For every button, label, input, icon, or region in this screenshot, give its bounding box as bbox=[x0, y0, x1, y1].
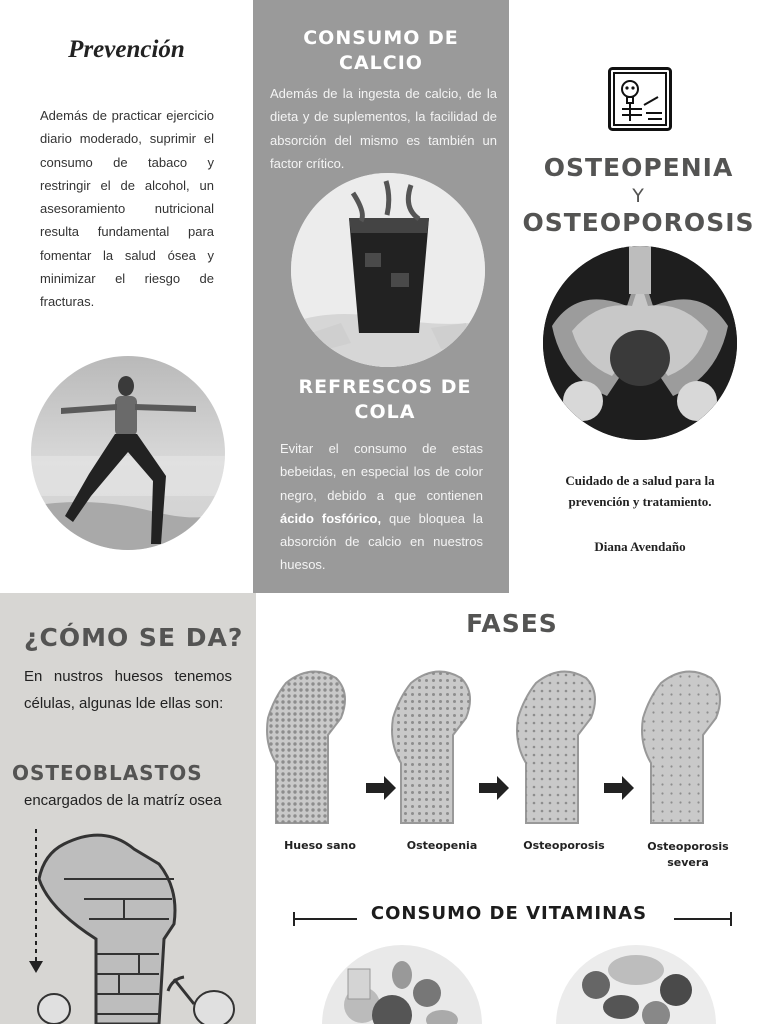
cover-title-line1: OSTEOPENIA bbox=[543, 153, 734, 182]
vitamins-rule-left-cap bbox=[293, 912, 295, 926]
prevencion-panel bbox=[0, 0, 253, 593]
cover-author: Diana Avendaño bbox=[594, 539, 686, 554]
cola-title-line2: COLA bbox=[354, 401, 416, 423]
cover-title-line2: OSTEOPOROSIS bbox=[522, 208, 755, 237]
cola-body bbox=[280, 437, 483, 577]
cola-glass-photo bbox=[291, 173, 485, 367]
vitamin-foods-photo-1 bbox=[322, 945, 482, 1024]
fases-panel bbox=[256, 593, 768, 1024]
osteoblastos-desc: encargados de la matríz osea bbox=[24, 792, 222, 809]
calcio-title-line2: CALCIO bbox=[339, 52, 423, 74]
stage-label-1: Hueso sano bbox=[284, 839, 356, 852]
fases-title: FASES bbox=[466, 609, 558, 638]
osteoblastos-title: OSTEOBLASTOS bbox=[12, 761, 203, 785]
cola-title bbox=[257, 375, 513, 425]
vitamin-foods-photo-2 bbox=[556, 945, 716, 1024]
cola-title-line1: REFRESCOS DE bbox=[298, 376, 472, 398]
cover-title-y: Y bbox=[632, 185, 645, 207]
stage-label-3: Osteoporosis bbox=[523, 839, 605, 852]
calcio-body: Además de la ingesta de calcio, de la dieta y de suplementos, la facilidad de absorción del mismo es también un factor crítico. bbox=[270, 86, 497, 171]
yoga-photo bbox=[31, 356, 225, 550]
skeleton-xray-icon bbox=[608, 67, 672, 131]
prevencion-body: Además de practicar ejercicio diario moderado, suprimir el consumo de tabaco y restringir el de alcohol, un asesoramiento nutricional resulta fundamental para fomentar la salud ósea y minimizar el riesgo de fracturas. bbox=[40, 108, 214, 310]
cover-subtitle: Cuidado de a salud para la prevención y tratamiento. bbox=[565, 473, 715, 509]
cover-panel bbox=[509, 0, 768, 593]
como-title: ¿CÓMO SE DA? bbox=[24, 623, 244, 652]
calcio-title bbox=[253, 26, 509, 76]
como-panel bbox=[0, 593, 256, 1024]
osteoblast-illustration bbox=[24, 829, 256, 1024]
cola-body-start: Evitar el consumo de estas bebeidas, en especial los de color negro, debido a que contienen bbox=[280, 441, 483, 503]
vitamins-title: CONSUMO DE VITAMINAS bbox=[370, 903, 648, 924]
pelvis-xray-photo bbox=[543, 246, 737, 440]
vitamins-rule-right-cap bbox=[730, 912, 732, 926]
stage-label-2: Osteopenia bbox=[406, 839, 478, 852]
calcio-panel bbox=[253, 0, 509, 593]
cola-body-end: que bloquea la absorción de calcio en nuestros huesos. bbox=[280, 510, 483, 573]
como-body: En nustros huesos tenemos células, algunas lde ellas son: bbox=[24, 668, 232, 712]
stage-label-4: Osteoporosis severa bbox=[647, 840, 729, 869]
vitamins-rule-right bbox=[674, 918, 732, 920]
prevencion-title: Prevención bbox=[68, 36, 185, 63]
cola-body-bold: ácido fosfórico, bbox=[280, 510, 382, 526]
calcio-title-line1: CONSUMO DE bbox=[303, 27, 459, 49]
bone-stages-illustration bbox=[256, 663, 768, 833]
vitamins-rule-left bbox=[293, 918, 357, 920]
